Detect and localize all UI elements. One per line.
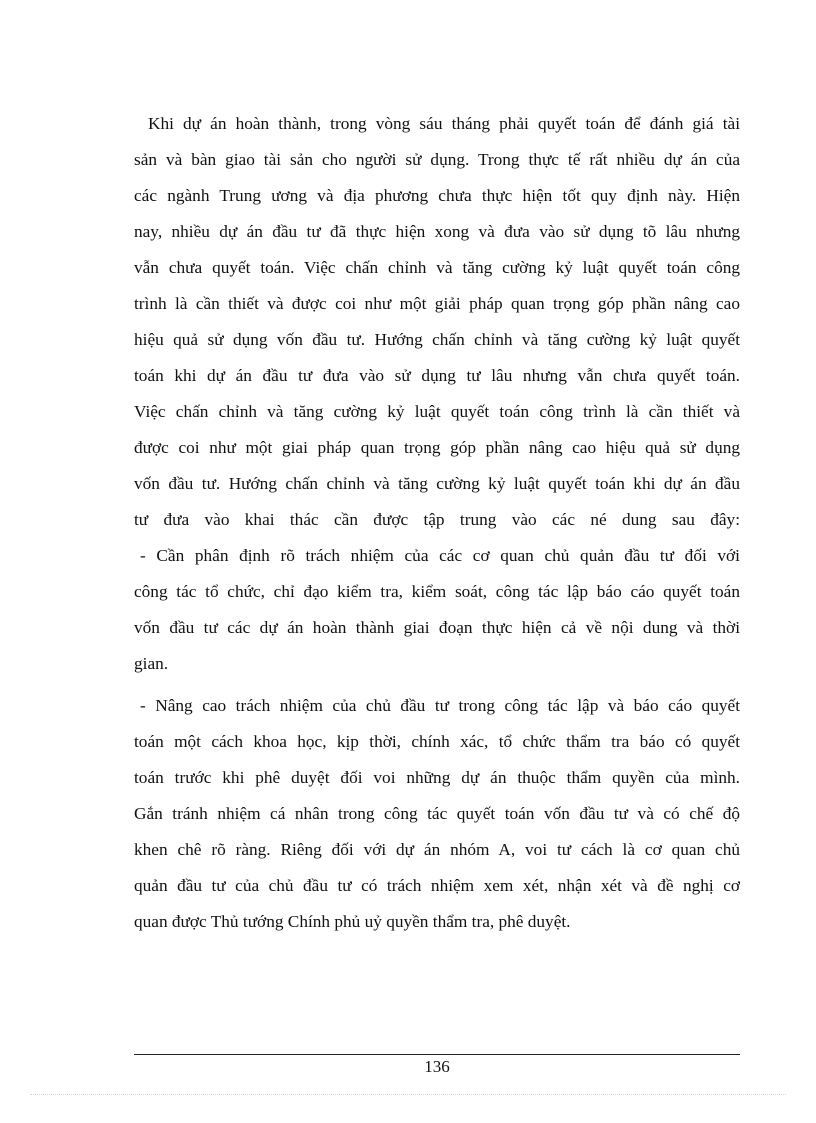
text-line: Việc chấn chỉnh và tăng cường kỷ luật quyết toán công trình là cần thiết và bbox=[134, 402, 740, 421]
text-line: khen chê rõ ràng. Riêng đối với dự án nhóm A, voi tư cách là cơ quan chủ bbox=[134, 840, 740, 859]
text-line: vốn đầu tư. Hướng chấn chỉnh và tăng cường kỷ luật quyết toán khi dự án đầu bbox=[134, 474, 740, 493]
footer-divider bbox=[134, 1054, 740, 1055]
paragraph-bullet-1 bbox=[134, 538, 740, 682]
text-line: vẫn chưa quyết toán. Việc chấn chỉnh và tăng cường kỷ luật quyết toán công bbox=[134, 258, 740, 277]
text-line: quản đầu tư của chủ đầu tư có trách nhiệm xem xét, nhận xét và đề nghị cơ bbox=[134, 876, 740, 895]
text-line: hiệu quả sử dụng vốn đầu tư. Hướng chấn chỉnh và tăng cường kỷ luật quyết bbox=[134, 330, 740, 349]
text-line: toán khi dự án đầu tư đưa vào sử dụng tư lâu nhưng vẫn chưa quyết toán. bbox=[134, 366, 740, 385]
text-line: sản và bàn giao tài sản cho người sử dụng. Trong thực tế rất nhiều dự án của bbox=[134, 150, 740, 169]
page-edge-dotted-line bbox=[30, 1094, 786, 1095]
text-line: quan được Thủ tướng Chính phủ uỷ quyền thẩm tra, phê duyệt. bbox=[134, 912, 571, 931]
paragraph-bullet-2 bbox=[134, 688, 740, 940]
text-line: tư đưa vào khai thác cần được tập trung vào các né dung sau đây: bbox=[134, 510, 740, 529]
text-line: - Nâng cao trách nhiệm của chủ đầu tư trong công tác lập và báo cáo quyết bbox=[140, 696, 740, 715]
paragraph-intro bbox=[134, 106, 740, 538]
text-line: trình là cần thiết và được coi như một giải pháp quan trọng góp phần nâng cao bbox=[134, 294, 740, 313]
text-line: được coi như một giai pháp quan trọng góp phần nâng cao hiệu quả sử dụng bbox=[134, 438, 740, 457]
text-line: nay, nhiều dự án đầu tư đã thực hiện xong và đưa vào sử dụng tõ lâu nhưng bbox=[134, 222, 740, 241]
body-text bbox=[134, 106, 740, 940]
text-line: Khi dự án hoàn thành, trong vòng sáu tháng phải quyết toán để đánh giá tài bbox=[148, 114, 740, 133]
page-number: 136 bbox=[424, 1057, 450, 1076]
text-line: - Cần phân định rõ trách nhiệm của các cơ quan chủ quản đầu tư đối với bbox=[140, 546, 740, 565]
text-line: toán trước khi phê duyệt đối voi những dự án thuộc thẩm quyền của mình. bbox=[134, 768, 740, 787]
text-line: toán một cách khoa học, kịp thời, chính xác, tổ chức thẩm tra báo có quyết bbox=[134, 732, 740, 751]
text-line: gian. bbox=[134, 654, 169, 673]
text-line: công tác tổ chức, chỉ đạo kiểm tra, kiểm soát, công tác lập báo cáo quyết toán bbox=[134, 582, 740, 601]
text-line: Gắn tránh nhiệm cá nhân trong công tác quyết toán vốn đầu tư và có chế độ bbox=[134, 804, 740, 823]
text-line: các ngành Trung ương và địa phương chưa thực hiện tốt quy định này. Hiện bbox=[134, 186, 740, 205]
text-line: vốn đầu tư các dự án hoàn thành giai đoạn thực hiện cả về nội dung và thời bbox=[134, 618, 740, 637]
